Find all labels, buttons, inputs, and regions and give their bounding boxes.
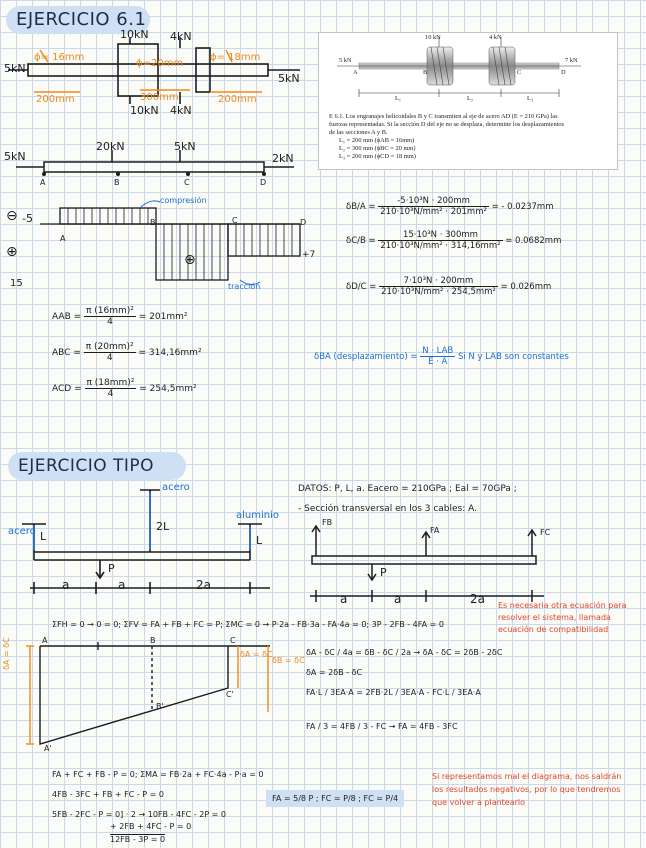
len-cd: 200mm bbox=[218, 94, 257, 105]
delta-ba-den: 210·10³N/mm² · 201mm² bbox=[380, 207, 487, 217]
compat-eq-1: δA - δC / 4a = δB - δC / 2a → δA - δC = 2δB - 2δC bbox=[306, 648, 503, 657]
load-p: P bbox=[108, 562, 115, 575]
area-cd-lhs: ACD = bbox=[52, 384, 82, 394]
fbd-20kn: 20kN bbox=[96, 140, 125, 153]
len-l-right: L bbox=[256, 534, 263, 547]
system-eq-1: FA + FC + FB - P = 0; ΣMA = FB·2a + FC·4a - P·a = 0 bbox=[52, 770, 264, 779]
tb-problem-l2: L₂ = 300 mm (ϕBC = 20 mm) bbox=[339, 145, 416, 152]
delta-cb-equation bbox=[346, 230, 561, 251]
axial-value-p15: 15 bbox=[10, 278, 23, 289]
note-compatibility: Es necesaria otra ecuación para resolver el sistema, llamada ecuación de compatibilidad bbox=[498, 601, 627, 634]
len-2l: 2L bbox=[156, 520, 170, 533]
def-da-label: δA = δC bbox=[2, 637, 11, 670]
delta-cb-result: = 0.0682mm bbox=[505, 236, 562, 246]
textbook-problem-figure bbox=[318, 32, 618, 170]
load-5kn-left: 5kN bbox=[4, 62, 26, 75]
fbd-pt-c: C bbox=[184, 178, 190, 187]
area-cd-fraction bbox=[85, 378, 137, 399]
exercise-title-6-1: EJERCICIO 6.1 bbox=[6, 6, 150, 34]
area-bc-result: = 314,16mm² bbox=[138, 348, 202, 358]
tb-problem-l1: L₁ = 200 mm (ϕAB = 16mm) bbox=[339, 137, 415, 144]
fbd-pt-b: B bbox=[114, 178, 120, 187]
fbd-p: P bbox=[380, 566, 387, 579]
tb-force-10kn: 10 kN bbox=[425, 34, 441, 41]
area-bc-equation bbox=[52, 342, 202, 363]
tb-problem-line1: E 6.1. Los engranajes helicoidales B y C transmiten al eje de acero AD (E = 210 GPa) las bbox=[329, 113, 558, 120]
len-bc: 300mm bbox=[140, 92, 179, 103]
axial-pt-c: C bbox=[232, 216, 238, 225]
fbd-pt-a: A bbox=[40, 178, 46, 187]
area-bc-den: 4 bbox=[106, 353, 113, 363]
tb-problem-line2: fuerzas representadas. Si la sección D del eje no se desplaza, determine los desplazamientos bbox=[329, 121, 565, 128]
area-bc-num: π (20mm)² bbox=[85, 342, 134, 352]
delta-cb-den: 210·10³N/mm² · 314,16mm² bbox=[380, 241, 501, 251]
system-eq-4: + 2FB + 4FC - P = 0 bbox=[110, 822, 192, 831]
tb-problem-line3: de las secciones A y B. bbox=[329, 129, 388, 136]
delta-cb-lhs: δC/B = bbox=[346, 236, 376, 246]
axial-pt-b: B bbox=[150, 218, 156, 227]
dim-phi-cd: ϕ= 18mm bbox=[210, 52, 261, 63]
area-cd-equation bbox=[52, 378, 197, 399]
tb-problem-l3: L₃ = 200 mm (ϕCD = 18 mm) bbox=[339, 153, 416, 160]
fbd-dim-a2: a bbox=[394, 592, 402, 606]
tb-force-7kn: 7 kN bbox=[565, 57, 578, 64]
delta-cb-fraction bbox=[378, 230, 502, 251]
system-eq-5: 12FB - 3P = 0 bbox=[110, 835, 166, 844]
def-pt-c: C bbox=[230, 636, 236, 645]
delta-dc-fraction bbox=[379, 276, 498, 297]
dim-a2: a bbox=[118, 578, 126, 592]
delta-ba-lhs: δB/A = bbox=[346, 202, 376, 212]
label-acero-top: acero bbox=[162, 482, 190, 493]
axial-pt-d: D bbox=[300, 218, 307, 227]
def-pt-a2: A' bbox=[44, 744, 52, 753]
area-cd-num: π (18mm)² bbox=[86, 378, 135, 388]
axial-force-diagram bbox=[0, 196, 330, 296]
delta-cb-num: 15·10³N · 300mm bbox=[378, 230, 502, 241]
compat-eq-3: FA·L / 3EA·A = 2FB·2L / 3EA·A - FC·L / 3EA·A bbox=[306, 688, 481, 697]
seccion-line: - Sección transversal en los 3 cables: A. bbox=[298, 504, 477, 514]
def-pt-b: B bbox=[150, 636, 156, 645]
label-aluminio: aluminio bbox=[236, 510, 279, 521]
compat-eq-2: δA = 2δB - δC bbox=[306, 668, 363, 677]
axial-value-m5: -5 bbox=[22, 212, 33, 225]
result-box: FA = 5/8 P ; FC = P/8 ; FC = P/4 bbox=[266, 790, 404, 807]
delta-dc-num: 7·10³N · 200mm bbox=[379, 276, 498, 287]
tb-dim-l1: L₁ bbox=[395, 95, 402, 102]
area-ab-den: 4 bbox=[107, 317, 113, 327]
delta-formula-note: Si N y LAB son constantes bbox=[457, 352, 569, 362]
def-pt-b2: B' bbox=[156, 702, 164, 711]
def-db-label: δB = δC bbox=[272, 656, 305, 665]
area-cd-result: = 254,5mm² bbox=[139, 384, 197, 394]
area-bc-fraction bbox=[84, 342, 136, 363]
note-negative-results: Si representamos mal el diagrama, nos saldrán los resultados negativos, por lo que tendremos que volver a plantearlo bbox=[432, 772, 622, 807]
delta-ba-fraction bbox=[378, 196, 489, 217]
area-ab-fraction bbox=[84, 306, 136, 327]
def-dc-label: δA = δC bbox=[240, 650, 273, 659]
load-4kn-bot: 4kN bbox=[170, 104, 192, 117]
axial-minus-sign: ⊖ bbox=[6, 208, 18, 224]
system-eq-2: 4FB - 3FC + FB + FC - P = 0 bbox=[52, 790, 164, 799]
axial-plus-sign-diagram: ⊕ bbox=[184, 252, 196, 268]
dim-phi-ab: ϕ= 16mm bbox=[34, 52, 85, 63]
exercise-title-tipo: EJERCICIO TIPO bbox=[8, 452, 186, 480]
delta-dc-equation bbox=[346, 276, 551, 297]
delta-dc-lhs: δD/C = bbox=[346, 282, 377, 292]
axial-plus-sign: ⊕ bbox=[6, 244, 18, 260]
datos-line: DATOS: P, L, a. Eacero = 210GPa ; Eal = 70GPa ; bbox=[298, 484, 517, 494]
area-bc-lhs: ABC = bbox=[52, 348, 81, 358]
tb-dim-l2: L₂ bbox=[467, 95, 474, 102]
def-pt-c2: C' bbox=[226, 690, 234, 699]
delta-dc-result: = 0.026mm bbox=[500, 282, 552, 292]
fbd-fb: FB bbox=[322, 518, 333, 527]
area-ab-lhs: AAB = bbox=[52, 312, 82, 322]
fbd-dim-2a: 2a bbox=[470, 592, 485, 606]
area-ab-num: π (16mm)² bbox=[86, 306, 134, 316]
area-cd-den: 4 bbox=[107, 389, 114, 399]
gear-shaft-illustration bbox=[319, 33, 617, 103]
delta-ba-result: = - 0.0237mm bbox=[491, 202, 554, 212]
load-5kn-right: 5kN bbox=[278, 72, 300, 85]
delta-formula-lhs: δBA (desplazamiento) = bbox=[314, 352, 418, 362]
tb-force-4kn: 4 kN bbox=[489, 34, 502, 41]
fbd-5kn-mid: 5kN bbox=[174, 140, 196, 153]
area-ab-result: = 201mm² bbox=[138, 312, 188, 322]
tb-pt-a: A bbox=[353, 69, 358, 76]
tb-pt-d: D bbox=[561, 69, 566, 76]
load-10kn-top: 10kN bbox=[120, 28, 149, 41]
compat-eq-4: FA / 3 = 4FB / 3 - FC → FA = 4FB - 3FC bbox=[306, 722, 458, 731]
delta-ba-equation bbox=[346, 196, 554, 217]
load-10kn-bot: 10kN bbox=[130, 104, 159, 117]
equilibrium-equations: ΣFH = 0 → 0 = 0; ΣFV = FA + FB + FC = P; ΣMC = 0 → P·2a - FB·3a - FA·4a = 0; 3P - 2FB - 4FA = 0 bbox=[52, 620, 444, 629]
axial-label-compression: compresión bbox=[160, 196, 207, 205]
tb-pt-c: C bbox=[517, 69, 522, 76]
delta-formula-fraction bbox=[420, 346, 455, 367]
delta-dc-den: 210·10³N/mm² · 254,5mm² bbox=[381, 287, 496, 297]
delta-general-formula bbox=[314, 346, 569, 367]
fbd-fa: FA bbox=[430, 526, 440, 535]
fbd-2kn: 2kN bbox=[272, 152, 294, 165]
cable-beam-sketch bbox=[0, 480, 300, 610]
delta-ba-num: -5·10³N · 200mm bbox=[378, 196, 489, 207]
fbd-dim-a1: a bbox=[340, 592, 348, 606]
def-pt-a: A bbox=[42, 636, 48, 645]
system-eq-3: 5FB - 2FC - P = 0] · 2 → 10FB - 4FC - 2P = 0 bbox=[52, 810, 227, 819]
load-4kn-top: 4kN bbox=[170, 30, 192, 43]
fbd-fc: FC bbox=[540, 528, 551, 537]
tb-force-5kn: 5 kN bbox=[339, 57, 352, 64]
tb-dim-l3: L₃ bbox=[527, 95, 534, 102]
len-l-left: L bbox=[40, 530, 47, 543]
axial-pt-a: A bbox=[60, 234, 66, 243]
delta-formula-num: N · LAB bbox=[422, 346, 454, 356]
fbd-pt-d: D bbox=[260, 178, 267, 187]
len-ab: 200mm bbox=[36, 94, 75, 105]
fbd-5kn-left: 5kN bbox=[4, 150, 26, 163]
axial-value-p7: +7 bbox=[302, 250, 316, 260]
area-ab-equation bbox=[52, 306, 188, 327]
delta-formula-den: E · A bbox=[428, 357, 448, 367]
tb-pt-b: B bbox=[423, 69, 428, 76]
label-acero-left: acero bbox=[8, 526, 36, 537]
dim-phi-bc: ϕ=20mm bbox=[136, 58, 184, 69]
axial-label-tension: tracción bbox=[228, 282, 261, 291]
dim-2a: 2a bbox=[196, 578, 211, 592]
dim-a1: a bbox=[62, 578, 70, 592]
